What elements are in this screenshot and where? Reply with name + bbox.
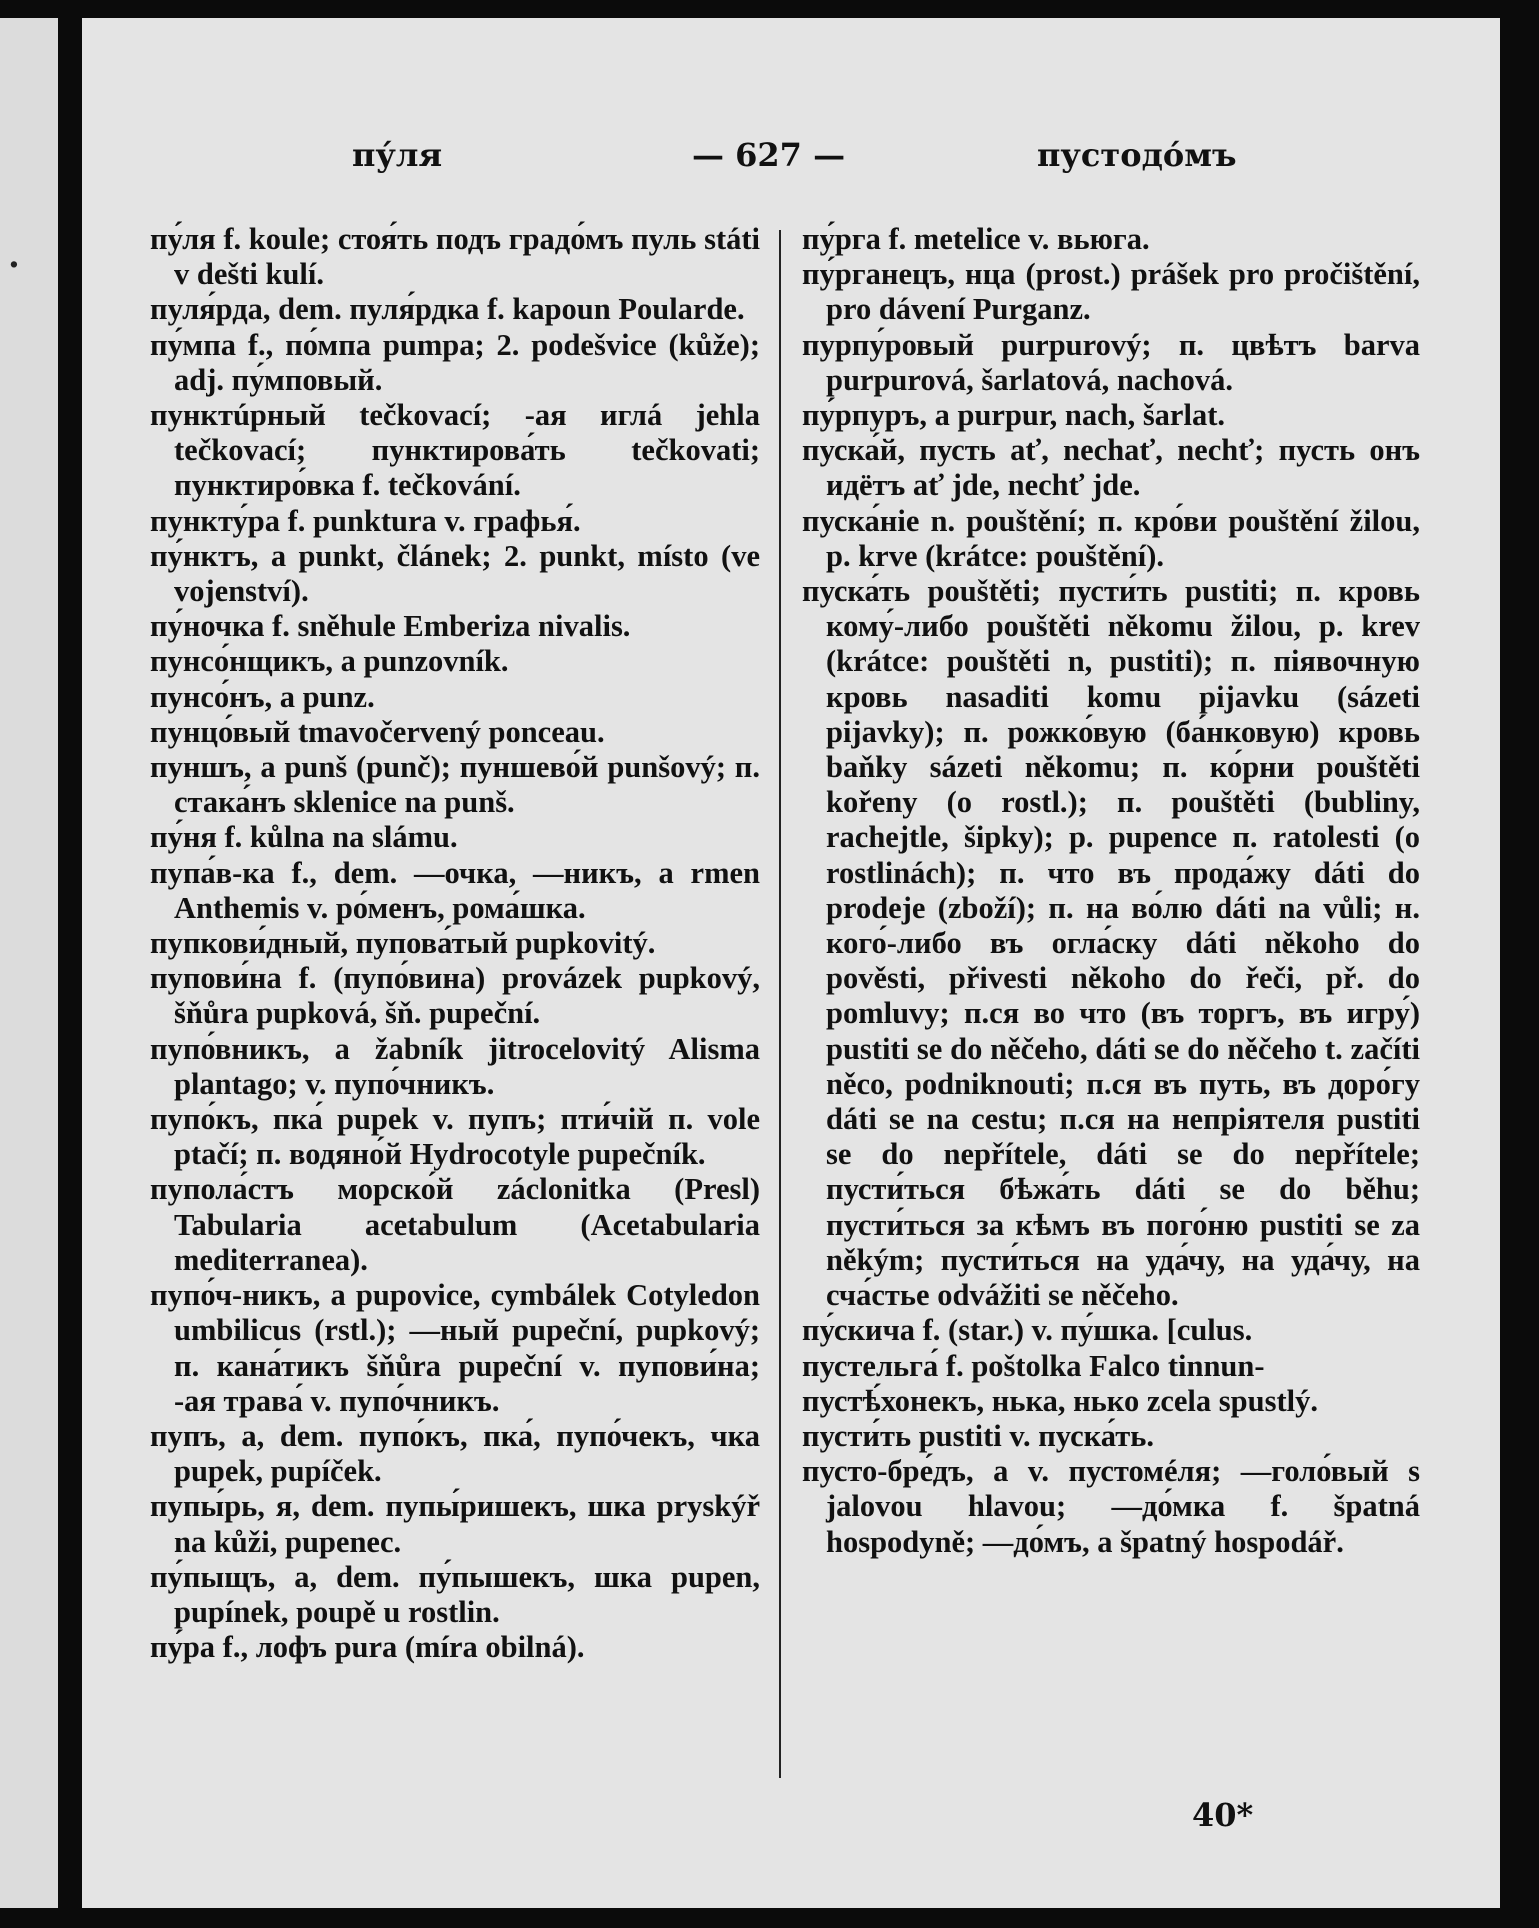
page-number: — 627 —	[692, 136, 846, 174]
dictionary-entry: пуска́ніе n. pouštění; п. кро́ви pouštění žilou, p. krve (krátce: pouštění).	[802, 503, 1420, 573]
dictionary-entry: пунсо́нъ, а punz.	[150, 679, 375, 714]
previous-page-edge	[0, 18, 58, 1908]
header-last-word: пустодо́мъ	[1037, 136, 1237, 174]
dictionary-entry: пупо́вникъ, а žabník jitrocelovitý Alisma plantago; v. пупо́чникъ.	[150, 1031, 760, 1101]
dictionary-entry: пупови́на f. (пупо́вина) provázek pupkový, šňůra pupková, šň. pupeční.	[150, 961, 760, 1031]
dictionary-entry: пуска́й, пусть ať, nechať, nechť; пусть онъ идётъ ať jde, nechť jde.	[802, 433, 1420, 503]
dictionary-entry: пу́нктъ, а punkt, článek; 2. punkt, místo (ve vojenství).	[150, 538, 760, 609]
dictionary-entry: пупо́ч-никъ, а pupovice, cymbálek Cotyledon umbilicus (rstl.); —ный pupeční, pupkový; п. кана́тикъ šňůra pupeční v. пупови́на; -ая трава́ v. пупо́чникъ.	[150, 1278, 760, 1418]
right-column	[802, 222, 1420, 1560]
signature-mark: 40*	[1192, 1796, 1254, 1834]
header-first-word: пу́ля	[352, 136, 443, 174]
dictionary-entry: пупа́в-ка f., dem. —очка, —никъ, а rmen Anthemis v. ро́менъ, рома́шка.	[150, 855, 760, 925]
dictionary-entry: пу́ня f. kůlna na slámu.	[150, 820, 458, 855]
dictionary-entry: пуля́рда, dem. пуля́рдка f. kapoun Poularde.	[150, 292, 745, 327]
dictionary-entry: пу́ля f. koule; стоя́ть подъ градо́мъ пуль státi v dešti kulí.	[150, 222, 760, 292]
dictionary-entry: пурпу́ровый purpurový; п. цвѣтъ barva purpurová, šarlatová, nachová.	[802, 327, 1420, 397]
dictionary-entry: пустельга́ f. poštolka Falco tinnun-	[802, 1348, 1265, 1383]
dictionary-entry: пустѣ́хонекъ, нька, нько zcela spustlý.	[802, 1383, 1318, 1418]
dictionary-entry: пу́скича f. (star.) v. пу́шка. [culus.	[802, 1313, 1253, 1348]
dictionary-entry: пунцо́вый tmavočervený ponceau.	[150, 714, 605, 749]
dictionary-entry: пупо́къ, пка́ pupek v. пупъ; пти́чій п. vole ptačí; п. водяно́й Hydrocotyle pupečník.	[150, 1102, 760, 1172]
previous-page-mark: .	[8, 236, 20, 276]
dictionary-entry: пуншъ, а punš (punč); пуншево́й punšový; п. стака́нъ sklenice na punš.	[150, 750, 760, 820]
dictionary-entry: пупъ, а, dem. пупо́къ, пка́, пупо́чекъ, чка pupek, pupíček.	[150, 1418, 760, 1489]
dictionary-entry: пу́рпуръ, а purpur, nach, šarlat.	[802, 398, 1225, 433]
column-divider	[779, 230, 781, 1778]
dictionary-entry: пу́ночка f. sněhule Emberiza nivalis.	[150, 609, 631, 644]
dictionary-entry: пуска́ть pouštěti; пусти́ть pustiti; п. кровь кому́-либо pouštěti někomu žilou, p. krev (krátce: pouštěti n, pustiti); п. піявочную кровь nasaditi komu pijavku (sázeti pijavky); п. рожко́вую (ба́нковую) кровь baňky sázeti někomu; п. ко́рни pouštěti kořeny (o rostl.); п. pouštěti (bubliny, rachejtle, šipky); p. pupence п. ratolesti (o rostlinách); п. что въ прода́жу dáti do prodeje (zboží); п. на во́лю dáti na vůli; н. кого́-либо въ огла́ску dáti někoho do pověsti, přivesti někoho do řeči, př. do pomluvy; п.ся во что (въ торгъ, въ игру́) pustiti se do něčeho, dáti se do něčeho t. začíti něco, podniknouti; п.ся въ путь, въ доро́гу dáti se na cestu; п.ся на непріятеля pustiti se do nepřítele, dáti se do nepřítele; пусти́ться бѣжа́ть dáti se do běhu; пусти́ться за кѣмъ въ пого́ню pustiti se za někým; пусти́ться на уда́чу, на уда́чу, на сча́стье odvážiti se něčeho.	[802, 574, 1420, 1313]
dictionary-entry: пупола́стъ морско́й záclonitka (Presl) Tabularia acetabulum (Acetabularia mediterranea).	[150, 1172, 760, 1277]
dictionary-page	[82, 18, 1500, 1908]
dictionary-entry: пупы́рь, я, dem. пупы́ришекъ, шка pryskýř na kůži, pupenec.	[150, 1489, 760, 1559]
dictionary-entry: пунктúрный tečkovací; -ая иглá jehla tečkovací; пунктирова́ть tečkovati; пунктиро́вка f. tečkování.	[150, 398, 760, 503]
dictionary-entry: пупкови́дный, пупова́тый pupkovitý.	[150, 926, 656, 961]
dictionary-entry: пусто-бре́дъ, а v. пустомéля; —голо́вый s jalovou hlavou; —до́мка f. špatná hospodyně; —до́мъ, а špatný hospodář.	[802, 1454, 1420, 1559]
dictionary-entry: пу́пыщъ, а, dem. пу́пышекъ, шка pupen, pupínek, poupě u rostlin.	[150, 1559, 760, 1629]
dictionary-entry: пу́мпа f., по́мпа pumpa; 2. podešvice (kůže); adj. пу́мповый.	[150, 327, 760, 397]
dictionary-entry: пу́рганецъ, нца (prost.) prášek pro pročištění, pro dávení Purganz.	[802, 257, 1420, 327]
dictionary-entry: пу́рга f. metelice v. вьюга.	[802, 222, 1150, 256]
page-header	[82, 136, 1500, 186]
dictionary-entry: пу́ра f., лофъ pura (míra obilná).	[150, 1630, 585, 1665]
left-column	[150, 222, 760, 1665]
dictionary-entry: пункту́ра f. punktura v. графья́.	[150, 503, 581, 538]
dictionary-entry: пунсо́нщикъ, а punzovník.	[150, 644, 509, 679]
dictionary-entry: пусти́ть pustiti v. пуска́ть.	[802, 1418, 1154, 1453]
